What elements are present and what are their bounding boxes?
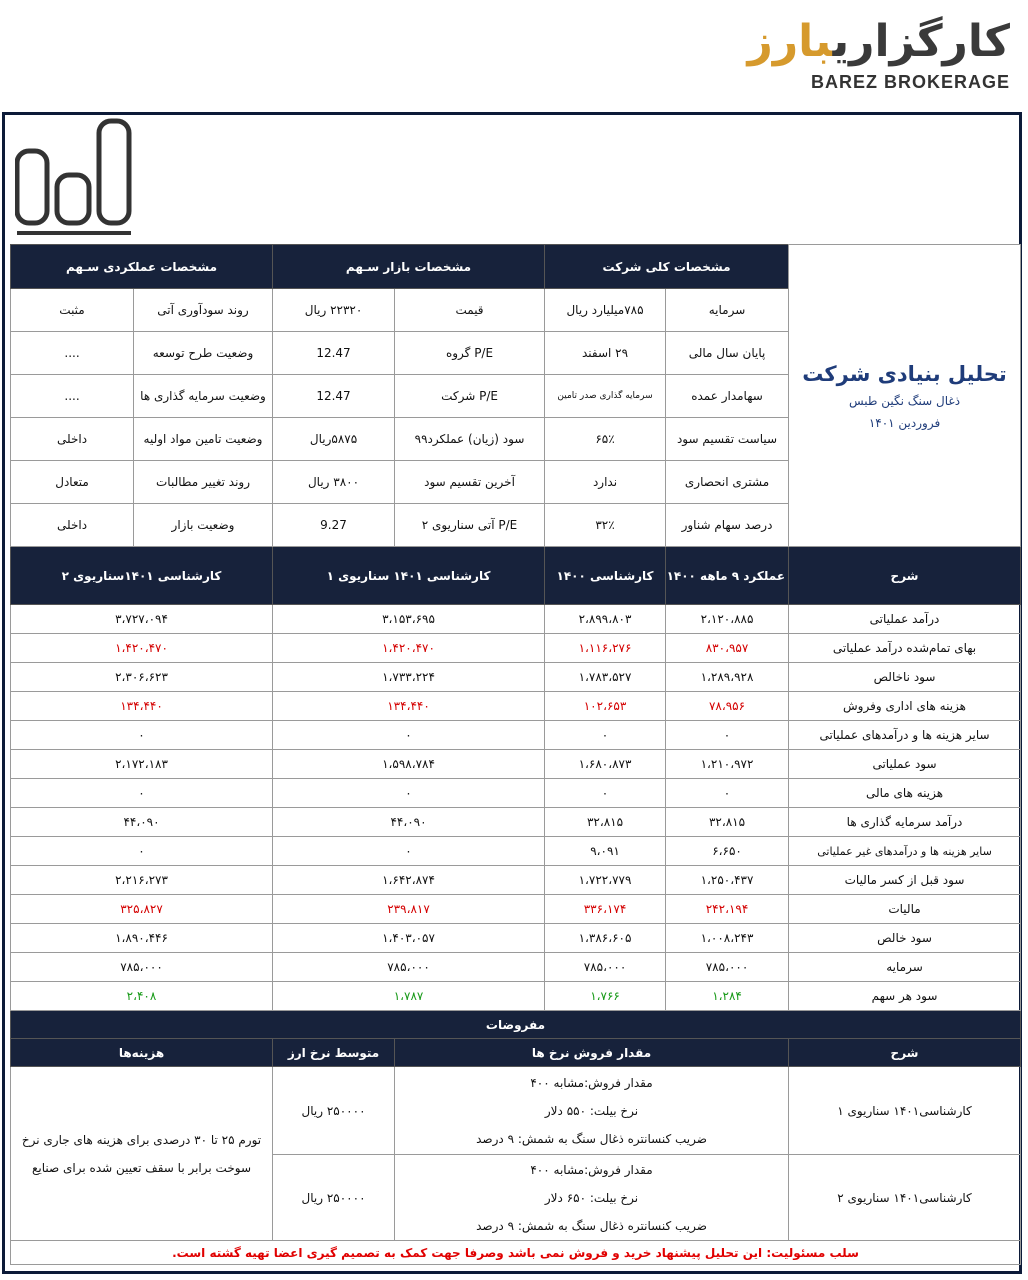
table-row xyxy=(11,721,1021,750)
scenario1-billet-price: نرخ بیلت: ۵۵۰ دلار xyxy=(544,1103,639,1118)
cell-scenario1: ۱،۷۳۳،۲۲۴ xyxy=(273,663,545,692)
cell-scenario1: ۱،۵۹۸،۷۸۴ xyxy=(273,750,545,779)
fin-header-scenario2: کارشناسی ۱۴۰۱سناریوی ۲ xyxy=(11,547,273,605)
fin-header-desc: شرح xyxy=(789,547,1021,605)
cell-9m1400: ۱،۲۸۴ xyxy=(666,982,789,1011)
info-value: ۲۲۳۲۰ ریال xyxy=(273,289,395,332)
cell-9m1400: ۱،۲۵۰،۴۳۷ xyxy=(666,866,789,895)
cell-scenario2: ۱،۸۹۰،۴۴۶ xyxy=(11,924,273,953)
info-value: .... xyxy=(11,332,134,375)
cell-scenario1: ۰ xyxy=(273,721,545,750)
costs-assumption: تورم ۲۵ تا ۳۰ درصدی برای هزینه های جاری نرخ سوخت برابر با سقف تعیین شده برای صنایع xyxy=(11,1067,273,1241)
cell-1400: ۹،۰۹۱ xyxy=(545,837,666,866)
assumptions-header-costs: هزینه‌ها xyxy=(11,1039,273,1067)
assumptions-header-fx: متوسط نرخ ارز xyxy=(273,1039,395,1067)
info-label: وضعیت سرمایه گذاری ها xyxy=(134,375,273,418)
info-label: وضعیت تامین مواد اولیه xyxy=(134,418,273,461)
info-value: ۳۲٪ xyxy=(545,504,666,547)
row-label: هزینه های اداری وفروش xyxy=(789,692,1021,721)
cell-1400: ۳۲،۸۱۵ xyxy=(545,808,666,837)
table-row xyxy=(11,982,1021,1011)
table-row xyxy=(11,866,1021,895)
info-value: 12.47 xyxy=(273,332,395,375)
row-label: سایر هزینه ها و درآمدهای عملیاتی xyxy=(789,721,1021,750)
cell-scenario1: ۰ xyxy=(273,779,545,808)
cell-scenario1: ۰ xyxy=(273,837,545,866)
report-date: فروردین ۱۴۰۱ xyxy=(868,415,941,430)
info-label: پایان سال مالی xyxy=(666,332,789,375)
cell-1400: ۱،۷۶۶ xyxy=(545,982,666,1011)
fin-header-9m1400: عملکرد ۹ ماهه ۱۴۰۰ xyxy=(666,547,789,605)
info-value: ۲۹ اسفند xyxy=(545,332,666,375)
cell-scenario1: ۱،۴۲۰،۴۷۰ xyxy=(273,634,545,663)
table-row xyxy=(11,808,1021,837)
cell-scenario2: ۳،۷۲۷،۰۹۴ xyxy=(11,605,273,634)
table-row xyxy=(11,605,1021,634)
cell-9m1400: ۰ xyxy=(666,721,789,750)
row-label: بهای تمام‌شده درآمد عملیاتی xyxy=(789,634,1021,663)
info-value: ۵۸۷۵ریال xyxy=(273,418,395,461)
logo-persian xyxy=(748,14,1011,70)
table-row xyxy=(11,837,1021,866)
logo-english: BAREZ BROKERAGE xyxy=(810,72,1010,92)
cell-scenario1: ۱،۶۴۲،۸۷۴ xyxy=(273,866,545,895)
info-label: روند تغییر مطالبات xyxy=(134,461,273,504)
table-row xyxy=(11,953,1021,982)
disclaimer: سلب مسئولیت: این تحلیل پیشنهاد خرید و فروش نمی باشد وصرفا جهت کمک به تصمیم گیری اعضا تهیه گشته است. xyxy=(11,1241,1021,1265)
info-label: سرمایه xyxy=(666,289,789,332)
info-label: قیمت xyxy=(395,289,545,332)
scenario1-volume: مقدار فروش:مشابه ۴۰۰ xyxy=(530,1075,653,1090)
cell-scenario2: ۰ xyxy=(11,837,273,866)
report-title: تحلیل بنیادی شرکت xyxy=(802,361,1007,386)
row-label: سود قبل از کسر مالیات xyxy=(789,866,1021,895)
assumptions-header-sales: مقدار فروش نرخ ها xyxy=(395,1039,789,1067)
assumptions-title-row xyxy=(11,1011,1021,1039)
table-row xyxy=(11,692,1021,721)
assumptions-header-row xyxy=(11,1039,1021,1067)
cell-scenario2: ۲،۱۷۲،۱۸۳ xyxy=(11,750,273,779)
cell-9m1400: ۶،۶۵۰ xyxy=(666,837,789,866)
cell-scenario2: ۱،۴۲۰،۴۷۰ xyxy=(11,634,273,663)
scenario1-label: کارشناسی۱۴۰۱ سناریوی ۱ xyxy=(789,1067,1021,1155)
cell-1400: ۳۳۶،۱۷۴ xyxy=(545,895,666,924)
table-row xyxy=(11,895,1021,924)
info-label: وضعیت طرح توسعه xyxy=(134,332,273,375)
market-info-header: مشخصات بازار سـهم xyxy=(273,245,545,289)
cell-scenario2: ۲،۳۰۶،۶۲۳ xyxy=(11,663,273,692)
cell-9m1400: ۱،۲۱۰،۹۷۲ xyxy=(666,750,789,779)
fin-header-1400: کارشناسی ۱۴۰۰ xyxy=(545,547,666,605)
fin-header-scenario1: کارشناسی ۱۴۰۱ سناریوی ۱ xyxy=(273,547,545,605)
info-value: 9.27 xyxy=(273,504,395,547)
report-title-block xyxy=(789,245,1021,547)
info-label: مشتری انحصاری xyxy=(666,461,789,504)
scenario2-concentrate-ratio: ضریب کنسانتره ذغال سنگ به شمش: ۹ درصد xyxy=(476,1218,707,1233)
info-value: ۳۸۰۰ ریال xyxy=(273,461,395,504)
scenario2-label: کارشناسی۱۴۰۱ سناریوی ۲ xyxy=(789,1155,1021,1241)
row-label: سود ناخالص xyxy=(789,663,1021,692)
info-label: P/E گروه xyxy=(395,332,545,375)
info-value: متعادل xyxy=(11,461,134,504)
table-row xyxy=(11,924,1021,953)
info-value: .... xyxy=(11,375,134,418)
scenario1-concentrate-ratio: ضریب کنسانتره ذغال سنگ به شمش: ۹ درصد xyxy=(476,1131,707,1146)
cell-scenario1: ۲۳۹،۸۱۷ xyxy=(273,895,545,924)
info-value: ۷۸۵میلیارد ریال xyxy=(545,289,666,332)
brand-logo xyxy=(747,14,1010,96)
row-label: سرمایه xyxy=(789,953,1021,982)
cell-scenario2: ۰ xyxy=(11,721,273,750)
cell-scenario2: ۲،۴۰۸ xyxy=(11,982,273,1011)
cell-9m1400: ۷۸،۹۵۶ xyxy=(666,692,789,721)
cell-scenario1: ۱،۷۸۷ xyxy=(273,982,545,1011)
financial-header-row xyxy=(11,547,1021,605)
cell-9m1400: ۱،۲۸۹،۹۲۸ xyxy=(666,663,789,692)
cell-1400: ۰ xyxy=(545,779,666,808)
cell-1400: ۱،۷۸۳،۵۲۷ xyxy=(545,663,666,692)
cell-scenario1: ۱۳۴،۴۴۰ xyxy=(273,692,545,721)
scenario2-sales xyxy=(395,1155,789,1241)
cell-scenario2: ۲،۲۱۶،۲۷۳ xyxy=(11,866,273,895)
assumptions-title: مفروضات xyxy=(11,1011,1021,1039)
row-label: هزینه های مالی xyxy=(789,779,1021,808)
company-name: ذغال سنگ نگین طبس xyxy=(848,393,961,408)
cell-9m1400: ۰ xyxy=(666,779,789,808)
scenario2-billet-price: نرخ بیلت: ۶۵۰ دلار xyxy=(544,1190,639,1205)
info-label: آخرین تقسیم سود xyxy=(395,461,545,504)
cell-9m1400: ۱،۰۰۸،۲۴۳ xyxy=(666,924,789,953)
info-value: سرمایه گذاری صدر تامین xyxy=(545,375,666,418)
row-label: درآمد عملیاتی xyxy=(789,605,1021,634)
row-label: سایر هزینه ها و درآمدهای غیر عملیاتی xyxy=(789,837,1021,866)
cell-1400: ۱،۷۲۲،۷۷۹ xyxy=(545,866,666,895)
cell-9m1400: ۲۴۲،۱۹۴ xyxy=(666,895,789,924)
cell-1400: ۱،۳۸۶،۶۰۵ xyxy=(545,924,666,953)
cell-9m1400: ۳۲،۸۱۵ xyxy=(666,808,789,837)
cell-1400: ۷۸۵،۰۰۰ xyxy=(545,953,666,982)
row-label: سود خالص xyxy=(789,924,1021,953)
row-label: درآمد سرمایه گذاری ها xyxy=(789,808,1021,837)
cell-scenario1: ۴۴،۰۹۰ xyxy=(273,808,545,837)
info-header-row xyxy=(11,245,1021,289)
info-label: سود (زیان) عملکرد۹۹ xyxy=(395,418,545,461)
cell-1400: ۱۰۲،۶۵۳ xyxy=(545,692,666,721)
scenario1-sales xyxy=(395,1067,789,1155)
info-label: وضعیت بازار xyxy=(134,504,273,547)
info-label: سهامدار عمده xyxy=(666,375,789,418)
report-grid xyxy=(10,244,1021,1265)
cell-scenario1: ۱،۴۰۳،۰۵۷ xyxy=(273,924,545,953)
performance-info-header: مشخصات عملکردی سـهم xyxy=(11,245,273,289)
cell-9m1400: ۸۳۰،۹۵۷ xyxy=(666,634,789,663)
cell-9m1400: ۲،۱۲۰،۸۸۵ xyxy=(666,605,789,634)
general-info-header: مشخصات کلی شرکت xyxy=(545,245,789,289)
info-label: درصد سهام شناور xyxy=(666,504,789,547)
table-row xyxy=(11,634,1021,663)
cell-scenario2: ۱۳۴،۴۴۰ xyxy=(11,692,273,721)
logo-text-accent: بارز xyxy=(747,16,833,67)
cell-9m1400: ۷۸۵،۰۰۰ xyxy=(666,953,789,982)
scenario2-volume: مقدار فروش:مشابه ۴۰۰ xyxy=(530,1162,653,1177)
row-label: سود عملیاتی xyxy=(789,750,1021,779)
disclaimer-row xyxy=(11,1241,1021,1265)
cell-1400: ۲،۸۹۹،۸۰۳ xyxy=(545,605,666,634)
cell-scenario2: ۳۲۵،۸۲۷ xyxy=(11,895,273,924)
info-value: ندارد xyxy=(545,461,666,504)
row-label: سود هر سهم xyxy=(789,982,1021,1011)
info-value: داخلی xyxy=(11,504,134,547)
bar-chart-icon xyxy=(15,117,135,237)
assumption-row xyxy=(11,1067,1021,1155)
info-value: مثبت xyxy=(11,289,134,332)
scenario1-fx: ۲۵۰۰۰۰ ریال xyxy=(273,1067,395,1155)
cell-1400: ۱،۶۸۰،۸۷۳ xyxy=(545,750,666,779)
row-label: مالیات xyxy=(789,895,1021,924)
table-row xyxy=(11,663,1021,692)
cell-scenario2: ۷۸۵،۰۰۰ xyxy=(11,953,273,982)
cell-scenario1: ۷۸۵،۰۰۰ xyxy=(273,953,545,982)
cell-1400: ۰ xyxy=(545,721,666,750)
info-label: سیاست تقسیم سود xyxy=(666,418,789,461)
logo-text-main: کارگزاری xyxy=(832,16,1010,67)
info-value: داخلی xyxy=(11,418,134,461)
assumptions-header-desc: شرح xyxy=(789,1039,1021,1067)
cell-scenario1: ۳،۱۵۳،۶۹۵ xyxy=(273,605,545,634)
info-label: روند سودآوری آتی xyxy=(134,289,273,332)
scenario2-fx: ۲۵۰۰۰۰ ریال xyxy=(273,1155,395,1241)
table-row xyxy=(11,750,1021,779)
cell-1400: ۱،۱۱۶،۲۷۶ xyxy=(545,634,666,663)
cell-scenario2: ۰ xyxy=(11,779,273,808)
info-label: P/E شرکت xyxy=(395,375,545,418)
table-row xyxy=(11,779,1021,808)
cell-scenario2: ۴۴،۰۹۰ xyxy=(11,808,273,837)
info-value: ۶۵٪ xyxy=(545,418,666,461)
info-value: 12.47 xyxy=(273,375,395,418)
info-label: P/E آتی سناریوی ۲ xyxy=(395,504,545,547)
